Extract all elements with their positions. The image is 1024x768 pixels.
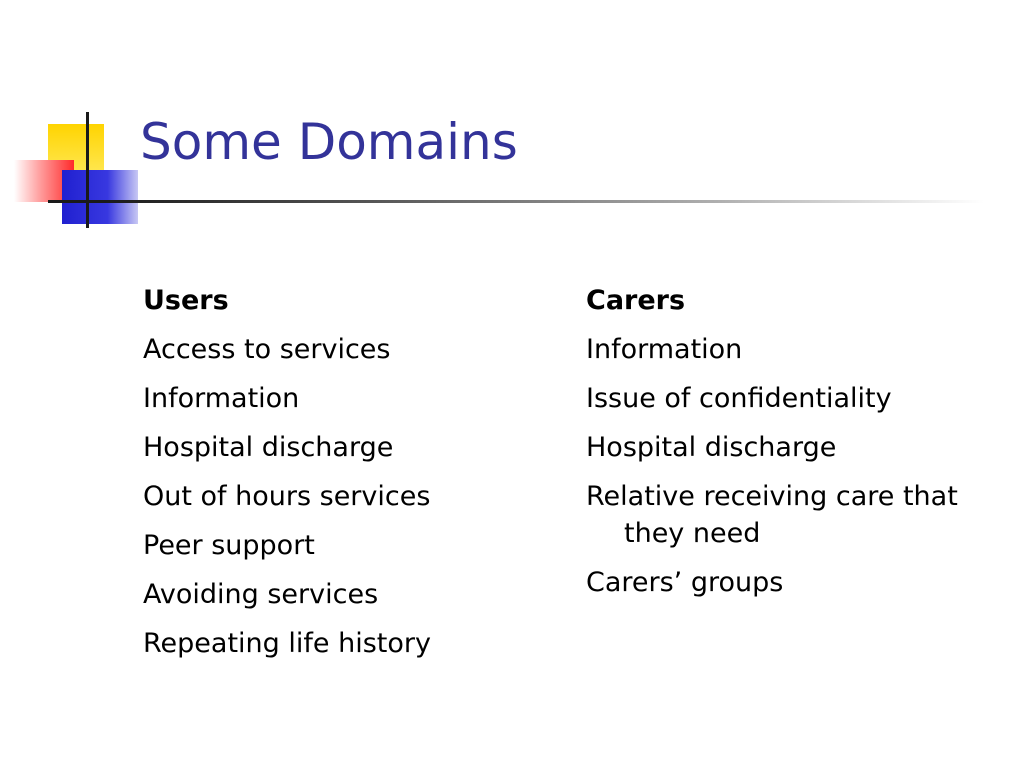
carers-item: Relative receiving care that they need <box>586 481 958 549</box>
decorative-rule-left <box>48 200 108 203</box>
slide-title: Some Domains <box>140 113 518 171</box>
users-item: Out of hours services <box>143 481 431 512</box>
carers-item: Issue of confidentiality <box>586 383 892 414</box>
users-item: Information <box>143 383 300 414</box>
users-item: Access to services <box>143 334 391 365</box>
users-heading: Users <box>143 285 229 316</box>
carers-item: Hospital discharge <box>586 432 837 463</box>
decorative-vertical-rule <box>86 112 89 228</box>
carers-heading: Carers <box>586 285 686 316</box>
users-item: Avoiding services <box>143 579 379 610</box>
title-underline-rule <box>104 200 984 203</box>
decorative-blue-square <box>62 170 138 224</box>
users-item: Peer support <box>143 530 315 561</box>
carers-item: Carers’ groups <box>586 567 784 598</box>
carers-item: Information <box>586 334 743 365</box>
users-column <box>143 282 563 674</box>
users-item: Repeating life history <box>143 628 431 659</box>
users-item: Hospital discharge <box>143 432 394 463</box>
carers-column <box>586 282 986 613</box>
